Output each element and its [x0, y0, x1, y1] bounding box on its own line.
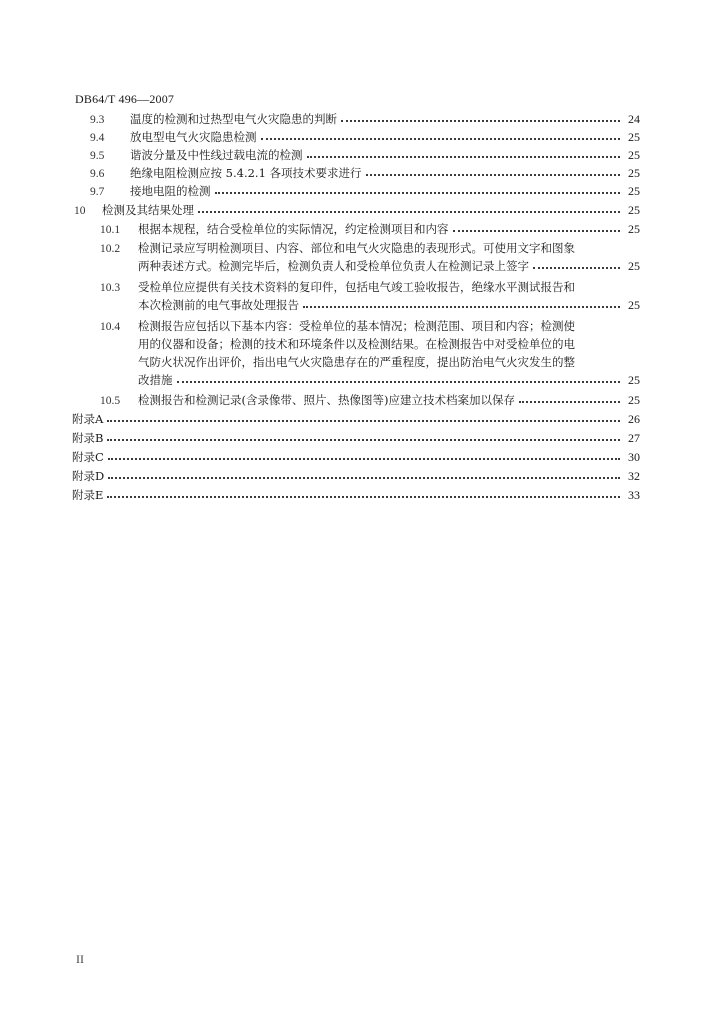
toc-entry-number: 10.4 — [100, 321, 121, 333]
leader-dots — [519, 401, 620, 403]
toc-entry-page: 25 — [628, 148, 640, 162]
toc-entry-title: 附录D — [72, 469, 105, 483]
toc-entry-number: 9.6 — [90, 168, 105, 180]
toc-entry-title: 检测及其结果处理 — [102, 203, 194, 217]
toc-entry-title: 放电型电气火灾隐患检测 — [130, 130, 257, 144]
toc-entry-10-2-line-2[interactable] — [138, 257, 640, 275]
toc-entry-number: 9.7 — [90, 186, 105, 198]
toc-entry-title-line: 检测记录应写明检测项目、内容、部位和电气火灾隐患的表现形式。可使用文字和图象 — [138, 241, 575, 255]
toc-entry-10-2-line-1[interactable] — [100, 239, 640, 257]
page-number-footer: II — [76, 952, 84, 966]
toc-entry-page: 25 — [628, 373, 640, 387]
toc-entry-10[interactable] — [74, 201, 640, 219]
toc-entry-title-line: 两种表述方式。检测完毕后，检测负责人和受检单位负责人在检测记录上签字 — [138, 259, 529, 273]
leader-dots — [108, 477, 620, 479]
leader-dots — [341, 120, 620, 122]
toc-entry-10-4-line-4[interactable] — [138, 371, 640, 389]
toc-entry-10-4-line-2[interactable] — [138, 335, 640, 353]
toc-entry-page: 25 — [628, 203, 640, 217]
toc-entry-page: 25 — [628, 393, 640, 407]
leader-dots — [107, 496, 620, 498]
toc-entry-10-4-line-3[interactable] — [138, 353, 640, 371]
toc-entry-9-6[interactable] — [90, 164, 640, 182]
toc-entry-number: 9.4 — [90, 132, 105, 144]
toc-entry-title-line: 用的仪器和设备；检测的技术和环境条件以及检测结果。在检测报告中对受检单位的电 — [138, 337, 575, 351]
toc-entry-10-3-line-2[interactable] — [138, 296, 640, 314]
toc-entry-title: 接地电阻的检测 — [130, 184, 211, 198]
toc-entry-10-5[interactable] — [100, 391, 640, 409]
toc-entry-title: 绝缘电阻检测应按 5.4.2.1 各项技术要求进行 — [130, 166, 362, 180]
leader-dots — [366, 174, 620, 176]
toc-entry-page: 26 — [628, 412, 640, 426]
toc-entry-title: 附录E — [72, 488, 104, 502]
toc-entry-page: 25 — [628, 130, 640, 144]
toc-entry-number: 10.2 — [100, 243, 121, 255]
toc-entry-page: 25 — [628, 298, 640, 312]
toc-entry-title: 附录B — [72, 431, 104, 445]
toc-entry-page: 25 — [628, 166, 640, 180]
toc-entry-number: 10.1 — [100, 224, 121, 236]
toc-entry-title-line: 受检单位应提供有关技术资料的复印件，包括电气竣工验收报告，绝缘水平测试报告和 — [138, 280, 575, 294]
leader-dots — [107, 439, 620, 441]
leader-dots — [307, 156, 621, 158]
toc-entry-page: 24 — [628, 112, 640, 126]
toc-entry-appendix-e[interactable] — [72, 486, 640, 504]
leader-dots — [261, 138, 621, 140]
toc-entry-number: 10 — [74, 205, 86, 217]
toc-entry-9-5[interactable] — [90, 146, 640, 164]
toc-entry-number: 9.3 — [90, 114, 105, 126]
leader-dots — [453, 230, 621, 232]
leader-dots — [108, 458, 620, 460]
leader-dots — [215, 192, 621, 194]
toc-entry-number: 10.3 — [100, 282, 121, 294]
toc-entry-title: 附录A — [72, 412, 104, 426]
toc-entry-number: 10.5 — [100, 395, 121, 407]
toc-entry-10-1[interactable] — [100, 220, 640, 238]
toc-entry-title-line: 改措施 — [138, 373, 173, 387]
toc-entry-title-line: 检测报告应包括以下基本内容：受检单位的基本情况；检测范围、项目和内容；检测使 — [138, 319, 575, 333]
toc-entry-page: 33 — [628, 488, 640, 502]
toc-entry-appendix-c[interactable] — [72, 448, 640, 466]
toc-entry-title: 谐波分量及中性线过载电流的检测 — [130, 148, 303, 162]
toc-entry-page: 25 — [628, 259, 640, 273]
toc-entry-10-4-line-1[interactable] — [100, 317, 640, 335]
toc-entry-appendix-d[interactable] — [72, 467, 640, 485]
toc-entry-title-line: 气防火状况作出评价，指出电气火灾隐患存在的严重程度，提出防治电气火灾发生的整 — [138, 355, 575, 369]
toc-entry-9-4[interactable] — [90, 128, 640, 146]
toc-entry-9-7[interactable] — [90, 182, 640, 200]
toc-entry-appendix-b[interactable] — [72, 429, 640, 447]
toc-entry-title: 根据本规程，结合受检单位的实际情况，约定检测项目和内容 — [138, 222, 449, 236]
standard-number-header: DB64/T 496—2007 — [75, 92, 175, 106]
leader-dots — [533, 267, 620, 269]
leader-dots — [107, 420, 620, 422]
leader-dots — [198, 211, 620, 213]
toc-entry-page: 30 — [628, 450, 640, 464]
toc-entry-page: 32 — [628, 469, 640, 483]
toc-entry-10-3-line-1[interactable] — [100, 278, 640, 296]
toc-entry-title: 检测报告和检测记录(含录像带、照片、热像图等)应建立技术档案加以保存 — [138, 393, 515, 407]
toc-entry-title: 温度的检测和过热型电气火灾隐患的判断 — [130, 112, 337, 126]
toc-entry-page: 27 — [628, 431, 640, 445]
toc-entry-page: 25 — [628, 222, 640, 236]
leader-dots — [303, 306, 620, 308]
toc-entry-title: 附录C — [72, 450, 104, 464]
toc-entry-number: 9.5 — [90, 150, 105, 162]
leader-dots — [177, 381, 621, 383]
toc-entry-title-line: 本次检测前的电气事故处理报告 — [138, 298, 299, 312]
toc-entry-page: 25 — [628, 184, 640, 198]
toc-entry-appendix-a[interactable] — [72, 410, 640, 428]
toc-entry-9-3[interactable] — [90, 110, 640, 128]
